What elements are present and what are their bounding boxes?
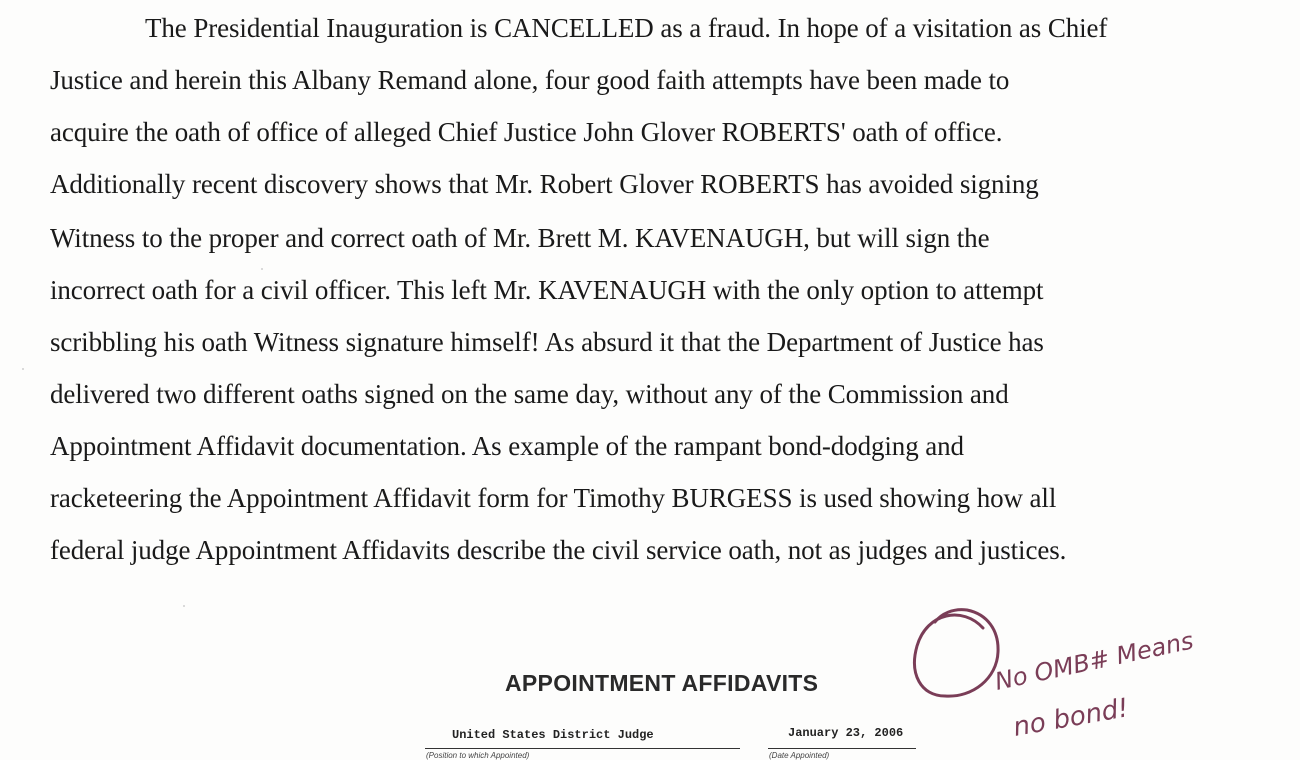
paragraph-line-9: Appointment Affidavit documentation. As example of the rampant bond-dodging and: [50, 431, 964, 461]
date-value: January 23, 2006: [788, 726, 904, 740]
paragraph-line-8: delivered two different oaths signed on the same day, without any of the Commission and: [50, 379, 1009, 409]
form-heading: APPOINTMENT AFFIDAVITS: [505, 670, 819, 696]
paragraph-line-1: The Presidential Inauguration is CANCELLED as a fraud. In hope of a visitation as Chief: [145, 13, 1108, 43]
paragraph-line-2: Justice and herein this Albany Remand alone, four good faith attempts have been made to: [50, 65, 1010, 95]
position-caption: (Position to which Appointed): [426, 751, 530, 760]
hand-drawn-circle: [915, 610, 999, 697]
position-value: United States District Judge: [452, 728, 654, 742]
paragraph-line-7: scribbling his oath Witness signature himself! As absurd it that the Department of Justice has: [50, 327, 1044, 357]
date-underline: [768, 748, 916, 749]
handwritten-note-line-2: no bond!: [1011, 693, 1131, 743]
paragraph-line-3: acquire the oath of office of alleged Chief Justice John Glover ROBERTS' oath of office.: [50, 117, 1003, 147]
paragraph-line-5: Witness to the proper and correct oath of Mr. Brett M. KAVENAUGH, but will sign the: [50, 223, 990, 253]
scan-speck: [22, 368, 24, 370]
handwritten-annotation: [905, 598, 1235, 748]
paragraph-line-4: Additionally recent discovery shows that Mr. Robert Glover ROBERTS has avoided signing: [50, 169, 1039, 199]
paragraph-line-10: racketeering the Appointment Affidavit form for Timothy BURGESS is used showing how all: [50, 483, 1057, 513]
paragraph-line-6: incorrect oath for a civil officer. This left Mr. KAVENAUGH with the only option to attempt: [50, 275, 1044, 305]
position-underline: [425, 748, 740, 749]
handwritten-note-line-1: No OMB# Means: [992, 626, 1196, 696]
scan-speck: [183, 605, 185, 607]
scan-speck: [261, 268, 263, 270]
paragraph-line-11: federal judge Appointment Affidavits describe the civil service oath, not as judges and justices.: [50, 535, 1067, 565]
date-caption: (Date Appointed): [769, 751, 830, 760]
